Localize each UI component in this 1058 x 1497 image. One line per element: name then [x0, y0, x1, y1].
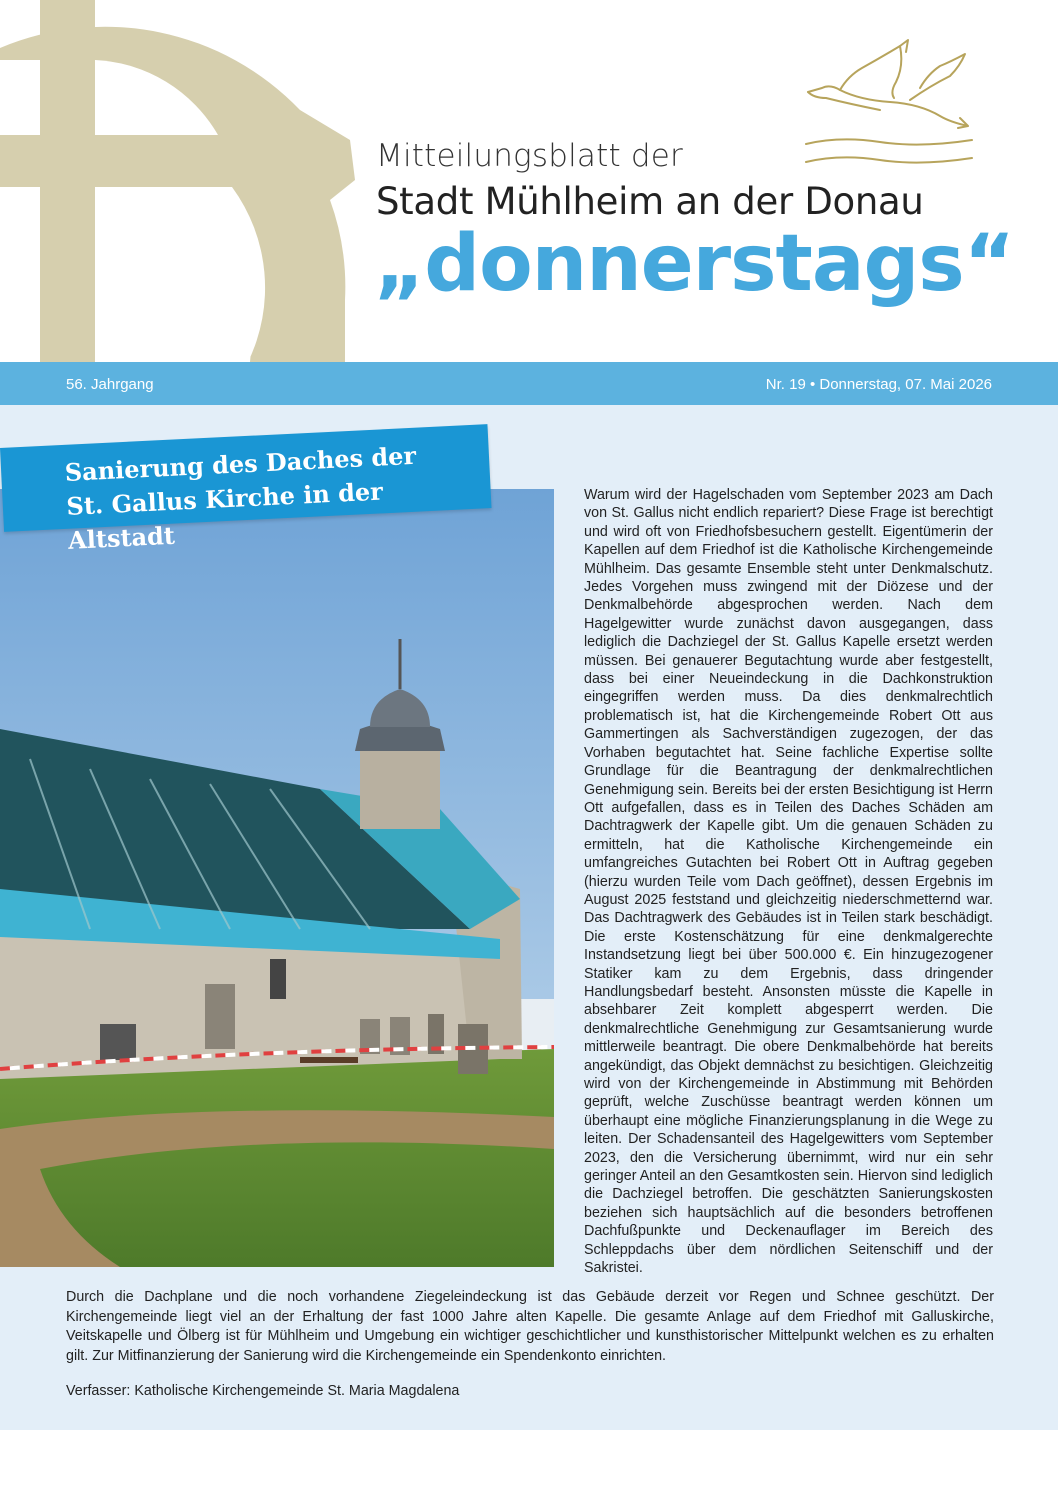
church-photo — [0, 489, 554, 1267]
article-closing-text: Durch die Dachplane und die noch vorhandene Ziegeleindeckung ist das Gebäude derzeit vor Regen und Schnee geschützt. Der Kirchengemeinde liegt viel an der Erhaltung der fast 1000 Jahre alten Kapelle. Die gesamte Anlage auf dem Friedhof mit Galluskirche, Veitskapelle und Ölberg ist für Mühlheim und Umgebung ein wichtiger geschichtlicher und kunsthistorischer Mittelpunkt welchen es zu erhalten gilt. Zur Mitfinanzierung der Sanierung wird die Kirchengemeinde ein Spendenkonto einrichten. — [66, 1289, 994, 1364]
article-closing-paragraph — [66, 1288, 994, 1366]
headline-line-2: St. Gallus Kirche in der Altstadt — [65, 476, 384, 555]
issue-label: Nr. 19 • Donnerstag, 07. Mai 2026 — [765, 376, 992, 393]
article-column-text: Warum wird der Hagelschaden vom September 2023 am Dach von St. Gallus nicht endlich repariert? Diese Frage ist berechtigt und wird oft von Friedhofsbesuchern gestellt. Eigentümerin der Kapellen auf dem Friedhof ist die Katholische Kirchengemeinde Mühlheim. Das gesamte Ensemble steht unter Denkmalschutz. Jedes Vorgehen muss zwingend mit der Diözese und der Denkmalbehörde abgesprochen werden. Nach dem Hagelgewitter wurde zunächst davon ausgegangen, dass lediglich die Dachziegel der St. Gallus Kapelle ersetzt werden müssen. Bei genauerer Begutachtung wurde aber festgestellt, dass bei einer Neueindeckung in die Dachkonstruktion eingegriffen werden muss. Da dies denkmalrechtlich problematisch ist, hat die Kirchengemeinde Robert Ott aus Gammertingen als Sachverständigen zugezogen, der das Vorhaben begutachtet hat. Seine fachliche Expertise sollte Grundlage für die Beantragung der denkmalrechtlichen Genehmigung sein. Bereits bei der ersten Besichtigung ist Herrn Ott aufgefallen, dass es in Teilen des Daches Schäden am Dachtragwerk der Kapelle gibt. Um die genauen Schäden zu ermitteln, hat die Katholische Kirchengemeinde ein umfangreiches Gutachten bei Robert Ott in Auftrag gegeben (hierzu wurden Teile vom Dach geöffnet), dessen Ergebnis im August 2025 feststand und gleichzeitig niederschmetternd war. Das Dachtragwerk des Gebäudes ist in Teilen stark beschädigt. Die erste Kostenschätzung für eine denkmalgerechte Instandsetzung liegt bei über 500.000 €. Ein hinzugezogener Statiker kam zu dem Ergebnis, dass dringender Handlungsbedarf besteht. Ansonsten müsste die Kapelle in absehbarer Zeit komplett abgesperrt werden. Die denkmalrechtliche Genehmigung zur Gesamtsanierung wurde mittlerweile beantragt. Die obere Denkmalbehörde hat bereits angekündigt, das Objekt demnächst zu besichtigen. Gleichzeitig wird von der Kirchengemeinde in Abstimmung mit Behörden geprüft, welche Zuschüsse beantragt werden können um überhaupt eine mögliche Finanzierungsplanung in die Wege zu leiten. Der Schadensanteil des Hagelgewitters vom September 2023, den die Versicherung übernimmt, wird nur ein sehr geringer Anteil an den Gesamtkosten sein. Hiervon sind lediglich die Dachziegel betroffen. Die geschätzten Sanierungskosten beziehen sich hauptsächlich auf die besonders betroffenen Dachfußpunkte und Deckenauflager im Bereich des Schleppdachs über dem nördlichen Seitenschiff und der Sakristei. — [584, 487, 993, 1277]
article-body-column — [584, 486, 993, 1277]
goose-logo-icon — [800, 36, 980, 176]
article-author: Verfasser: Katholische Kirchengemeinde St. Maria Magdalena — [66, 1383, 460, 1399]
masthead-title: „donnerstags“ — [374, 219, 1014, 309]
volume-label: 56. Jahrgang — [66, 376, 154, 393]
article-headline — [64, 435, 498, 558]
headline-line-1: Sanierung des Daches der — [64, 440, 417, 487]
masthead-city: Stadt Mühlheim an der Donau — [376, 180, 924, 223]
mill-wheel-icon — [0, 0, 360, 362]
masthead-subtitle: Mitteilungsblatt der — [376, 138, 683, 174]
